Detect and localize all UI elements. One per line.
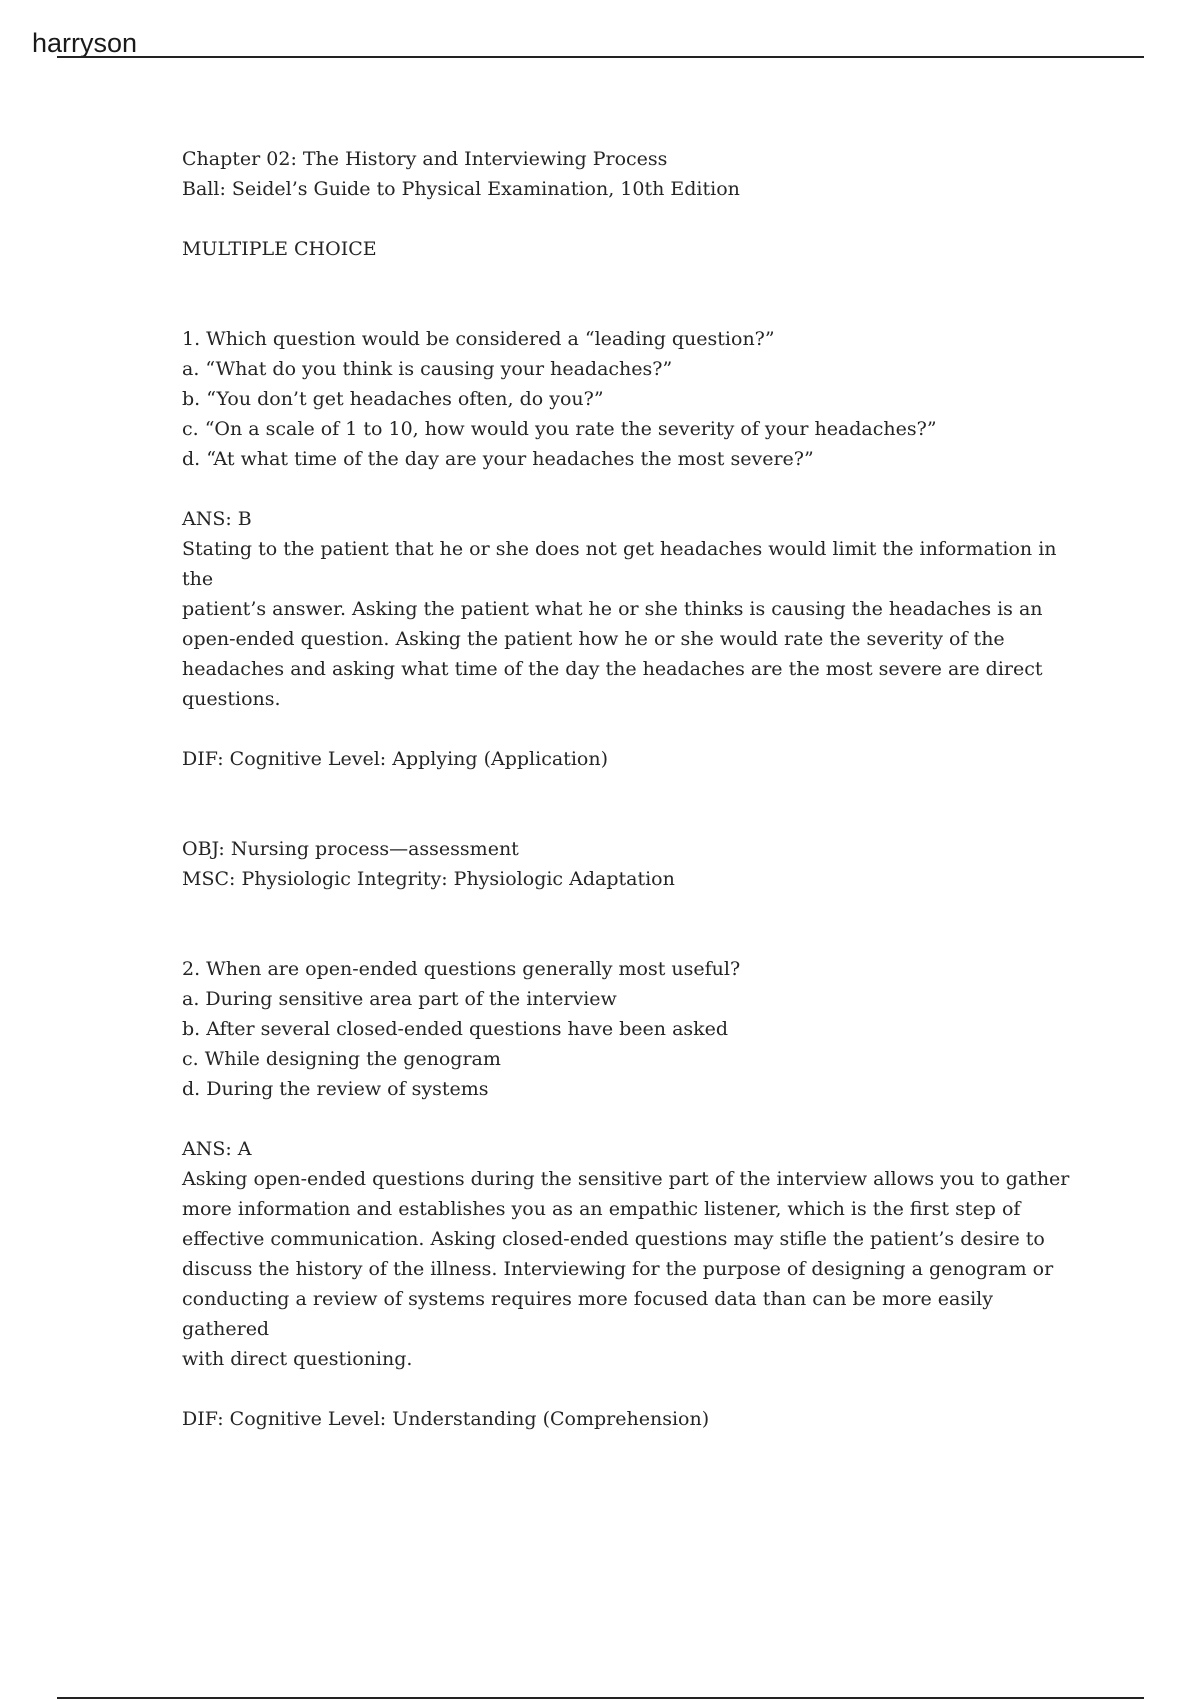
q2-rationale-line: gathered — [182, 1318, 270, 1340]
question-2: 2. When are open-ended questions generally most useful? — [182, 958, 741, 980]
q2-rationale-line: effective communication. Asking closed-ended questions may stifle the patient’s desire to — [182, 1228, 1045, 1250]
q2-rationale-line: discuss the history of the illness. Interviewing for the purpose of designing a genogram or — [182, 1258, 1054, 1280]
q1-option-b: b. “You don’t get headaches often, do you?” — [182, 388, 604, 410]
q2-option-b: b. After several closed-ended questions have been asked — [182, 1018, 729, 1040]
q2-answer: ANS: A — [182, 1138, 252, 1160]
header-divider — [57, 56, 1144, 58]
q1-rationale-line: the — [182, 568, 214, 590]
header-brand: harryson — [32, 28, 138, 58]
q1-msc: MSC: Physiologic Integrity: Physiologic Adaptation — [182, 868, 675, 890]
q2-option-a: a. During sensitive area part of the interview — [182, 988, 617, 1010]
footer-divider — [57, 1697, 1144, 1699]
q2-rationale-line: with direct questioning. — [182, 1348, 413, 1370]
question-1: 1. Which question would be considered a “leading question?” — [182, 328, 775, 350]
q2-option-d: d. During the review of systems — [182, 1078, 489, 1100]
q1-rationale-line: patient’s answer. Asking the patient what he or she thinks is causing the headaches is an — [182, 598, 1043, 620]
q1-rationale-line: questions. — [182, 688, 281, 710]
q2-difficulty: DIF: Cognitive Level: Understanding (Comprehension) — [182, 1408, 710, 1430]
q1-rationale-line: headaches and asking what time of the day the headaches are the most severe are direct — [182, 658, 1043, 680]
q1-answer: ANS: B — [182, 508, 252, 530]
chapter-title: Chapter 02: The History and Interviewing Process — [182, 148, 668, 170]
q1-option-c: c. “On a scale of 1 to 10, how would you rate the severity of your headaches?” — [182, 418, 937, 440]
q1-option-d: d. “At what time of the day are your headaches the most severe?” — [182, 448, 814, 470]
q2-rationale-line: Asking open-ended questions during the sensitive part of the interview allows you to gather — [182, 1168, 1070, 1190]
q2-rationale-line: more information and establishes you as an empathic listener, which is the first step of — [182, 1198, 1021, 1220]
q1-rationale-line: open-ended question. Asking the patient how he or she would rate the severity of the — [182, 628, 1005, 650]
q2-option-c: c. While designing the genogram — [182, 1048, 501, 1070]
q1-difficulty: DIF: Cognitive Level: Applying (Application) — [182, 748, 608, 770]
q2-rationale-line: conducting a review of systems requires more focused data than can be more easily — [182, 1288, 993, 1310]
section-heading: MULTIPLE CHOICE — [182, 238, 377, 260]
book-title: Ball: Seidel’s Guide to Physical Examination, 10th Edition — [182, 178, 740, 200]
document-body — [182, 144, 1082, 1434]
q1-objective: OBJ: Nursing process—assessment — [182, 838, 519, 860]
q1-rationale-line: Stating to the patient that he or she does not get headaches would limit the information in — [182, 538, 1057, 560]
q1-option-a: a. “What do you think is causing your headaches?” — [182, 358, 673, 380]
